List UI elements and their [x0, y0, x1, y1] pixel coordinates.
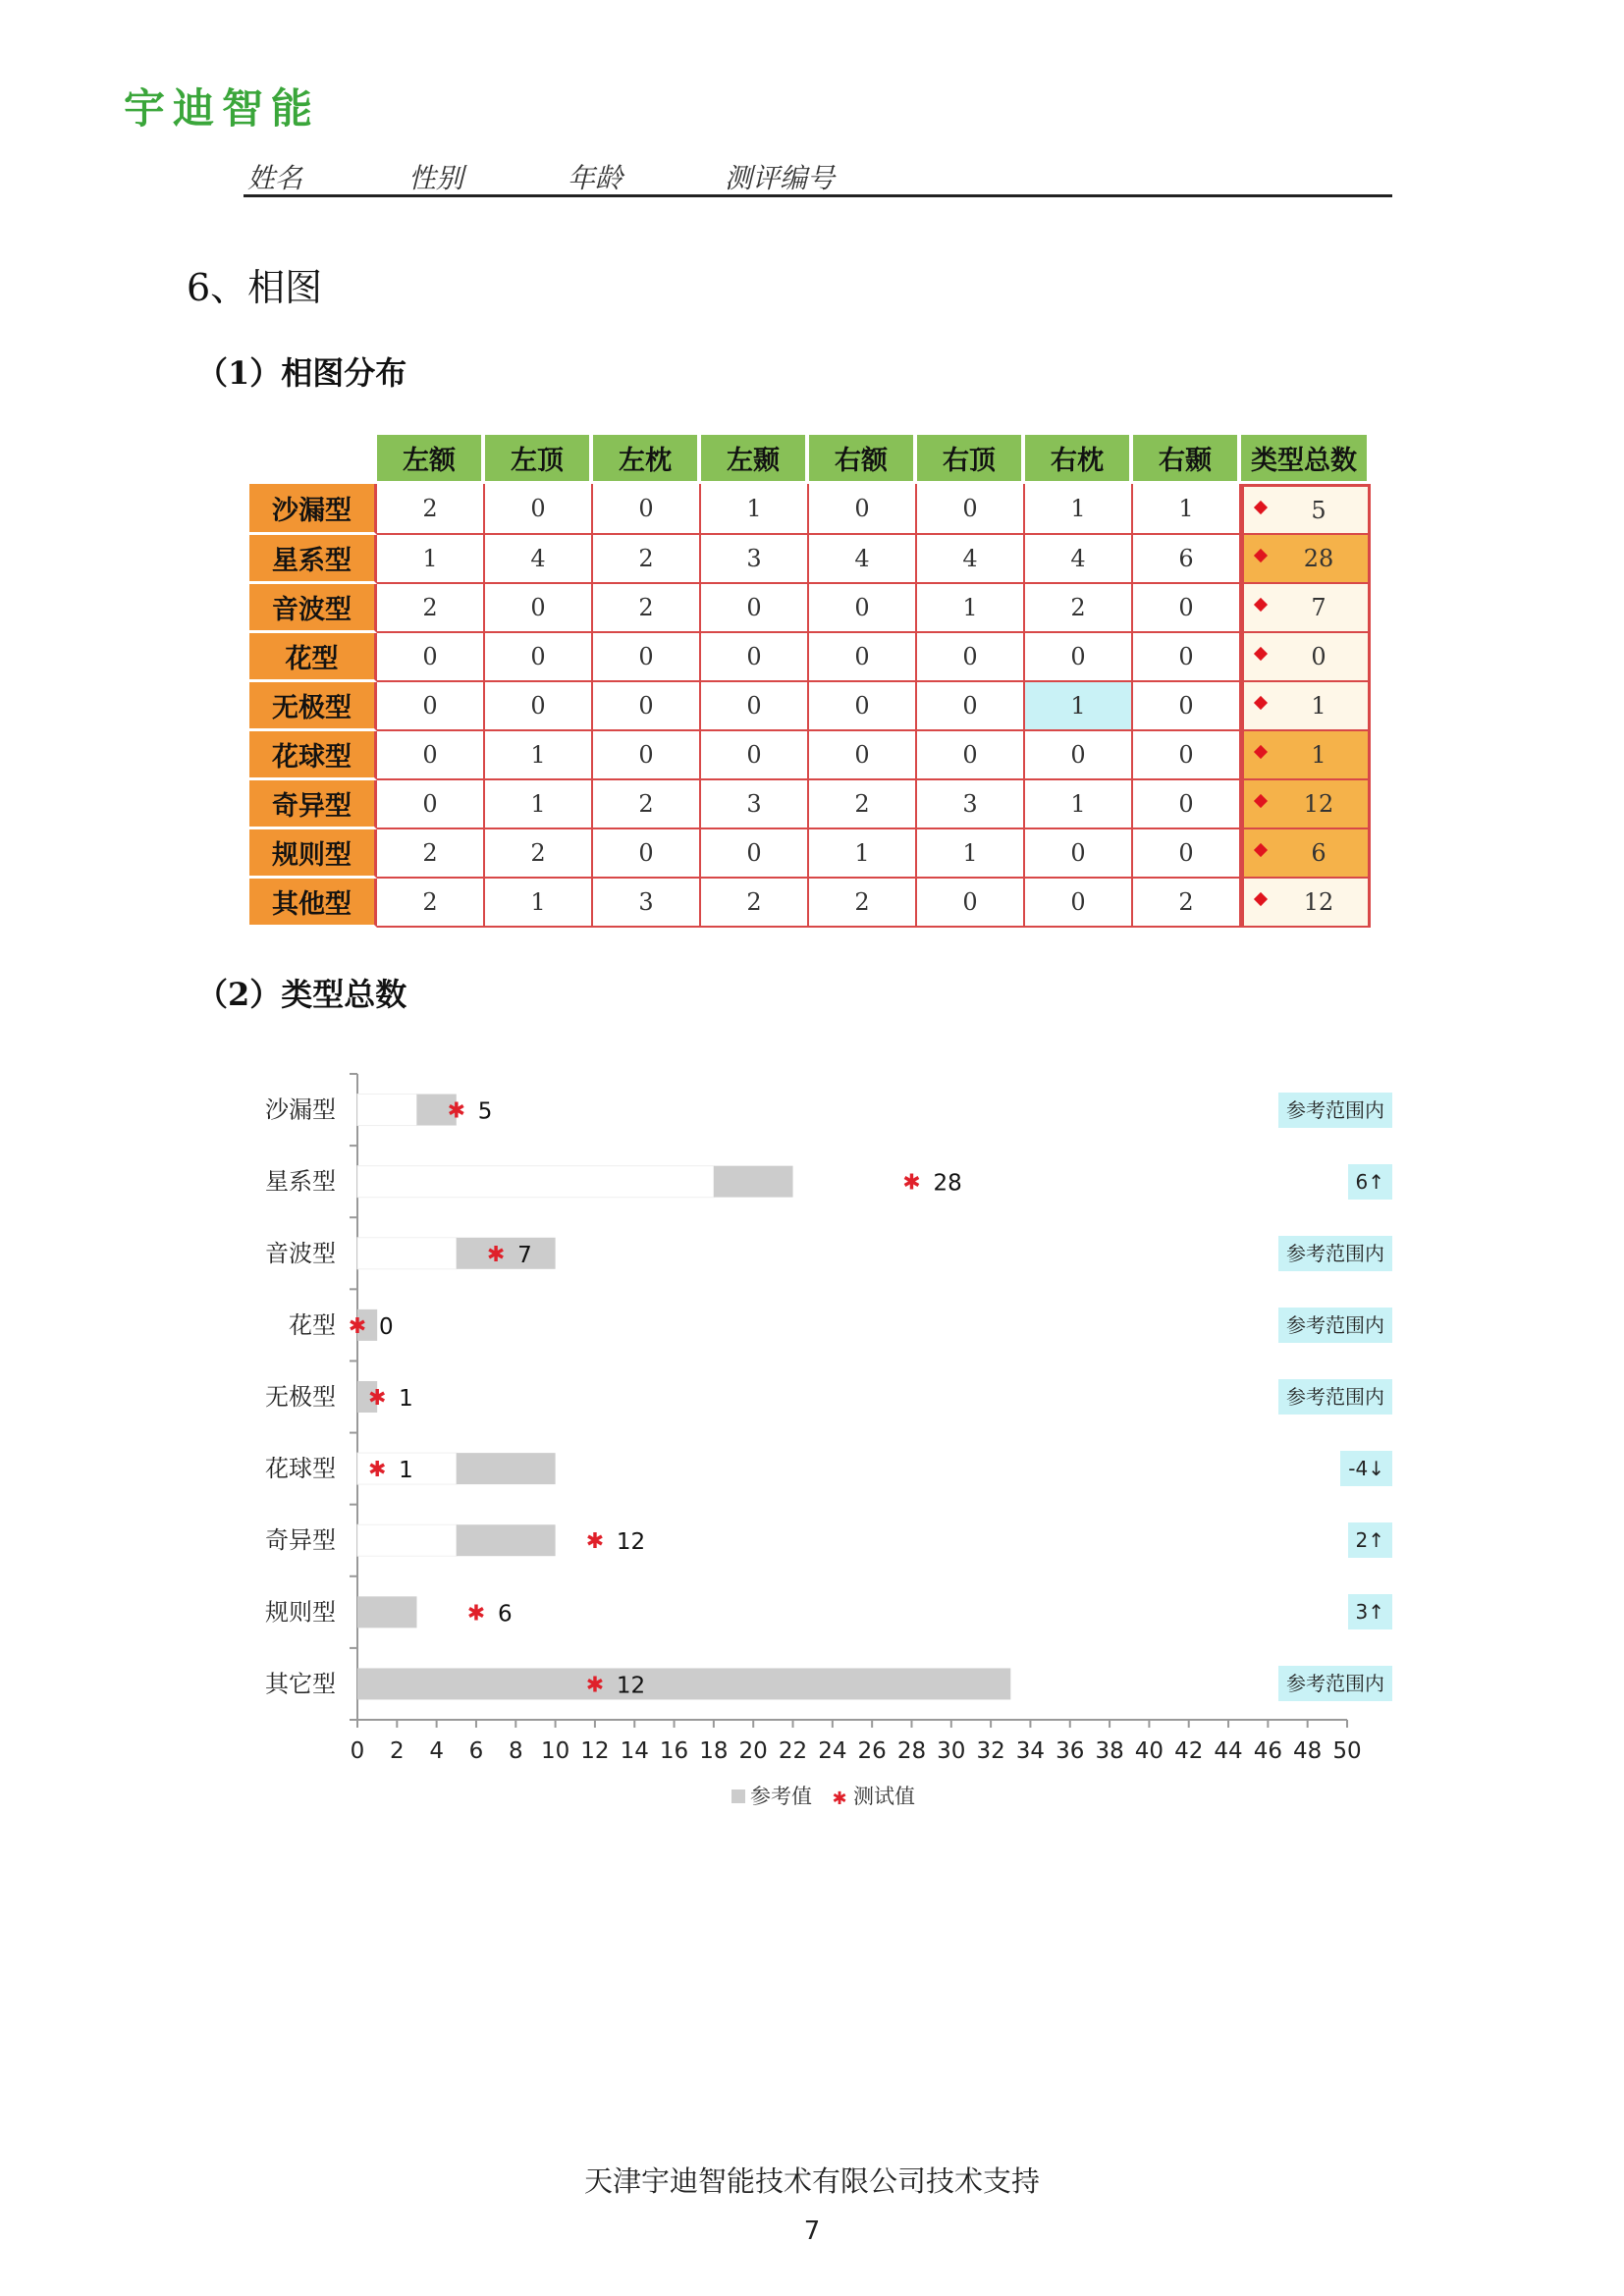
table-cell: 0 [701, 584, 809, 633]
x-tick-label: 50 [1332, 1738, 1362, 1764]
column-header: 左枕 [593, 435, 701, 484]
table-cell: 0 [917, 879, 1025, 928]
table-cell: 4 [809, 535, 917, 584]
status-badge: 参考范围内 [1278, 1093, 1392, 1128]
column-header: 左额 [377, 435, 485, 484]
data-label: 0 [379, 1313, 394, 1340]
table-cell: 0 [1133, 731, 1241, 780]
table-cell: 1 [485, 731, 593, 780]
x-tick-label: 8 [508, 1738, 523, 1764]
table-cell: 2 [809, 879, 917, 928]
test-marker-icon: ✱ [486, 1242, 506, 1267]
category-label: 星系型 [265, 1167, 336, 1196]
table-cell: 0 [485, 682, 593, 731]
status-badge: 3↑ [1348, 1594, 1392, 1629]
x-tick-label: 18 [699, 1738, 729, 1764]
test-marker-icon: ✱ [585, 1673, 605, 1698]
status-badge: -4↓ [1340, 1451, 1392, 1486]
category-label: 音波型 [265, 1239, 336, 1267]
table-cell: 1 [1133, 484, 1241, 535]
table-cell: 0 [1133, 584, 1241, 633]
x-tick-label: 22 [778, 1738, 808, 1764]
data-label: 1 [399, 1386, 413, 1412]
table-cell: 3 [701, 780, 809, 829]
subsection-title-distribution: （1）相图分布 [196, 354, 407, 392]
test-marker-icon: ✱ [367, 1458, 387, 1483]
status-badge: 参考范围内 [1278, 1666, 1392, 1701]
table-cell: 0 [1133, 633, 1241, 682]
column-header: 右顶 [917, 435, 1025, 484]
test-marker-icon: ✱ [585, 1529, 605, 1555]
assessment-id-field-label: 测评编号 [725, 162, 836, 194]
data-label: 12 [616, 1529, 646, 1556]
table-cell: 0 [377, 682, 485, 731]
table-cell: 0 [917, 731, 1025, 780]
legend-test-marker-icon: ✱ [832, 1789, 847, 1809]
table-cell: 1 [917, 584, 1025, 633]
x-tick-label: 2 [389, 1738, 405, 1764]
type-total-value: 1 [1311, 741, 1326, 769]
legend-test-label: 测试值 [853, 1785, 915, 1808]
table-cell: 2 [593, 780, 701, 829]
row-header: 星系型 [249, 535, 377, 584]
table-cell: 2 [593, 584, 701, 633]
data-label: 12 [616, 1673, 646, 1699]
type-total-value: 12 [1303, 888, 1334, 916]
x-tick-label: 30 [937, 1738, 966, 1764]
type-total-value: 28 [1303, 545, 1334, 572]
table-cell: 0 [1025, 731, 1133, 780]
age-field-label: 年龄 [568, 162, 623, 194]
table-cell: 4 [1025, 535, 1133, 584]
category-label: 花球型 [265, 1455, 336, 1483]
category-label: 奇异型 [265, 1526, 336, 1555]
reference-bar [714, 1166, 793, 1198]
column-header: 左颞 [701, 435, 809, 484]
x-tick-label: 38 [1095, 1738, 1124, 1764]
category-label: 规则型 [265, 1598, 336, 1627]
status-badge: 参考范围内 [1278, 1308, 1392, 1343]
category-label: 沙漏型 [265, 1095, 336, 1124]
type-total-value: 7 [1311, 594, 1326, 621]
table-cell: 0 [1025, 829, 1133, 879]
table-cell: 0 [1133, 682, 1241, 731]
test-marker-icon: ✱ [367, 1386, 387, 1411]
data-label: 1 [399, 1458, 413, 1484]
table-cell: 1 [917, 829, 1025, 879]
reference-bar [357, 1668, 1010, 1699]
x-tick-label: 16 [659, 1738, 689, 1764]
data-label: 28 [933, 1170, 962, 1197]
table-cell: 2 [1025, 584, 1133, 633]
x-tick-label: 26 [857, 1738, 887, 1764]
footer-company: 天津宇迪智能技术有限公司技术支持 [583, 2164, 1040, 2198]
x-tick-label: 12 [580, 1738, 610, 1764]
table-cell: 0 [485, 633, 593, 682]
x-tick-label: 28 [896, 1738, 927, 1764]
table-cell: 1 [809, 829, 917, 879]
table-cell: 0 [593, 731, 701, 780]
section-title: 6、相图 [187, 266, 323, 309]
x-tick-label: 40 [1134, 1738, 1164, 1764]
test-marker-icon: ✱ [447, 1098, 466, 1124]
gender-field-label: 性别 [408, 162, 464, 194]
reference-bar [457, 1453, 556, 1484]
reference-track [357, 1238, 457, 1269]
table-cell: 0 [377, 780, 485, 829]
legend-reference-swatch [731, 1789, 745, 1803]
table-cell: 0 [809, 731, 917, 780]
type-total-value: 12 [1303, 790, 1334, 818]
table-cell: 0 [809, 682, 917, 731]
name-field-label: 姓名 [247, 162, 303, 194]
x-tick-label: 32 [976, 1738, 1005, 1764]
table-cell: 1 [485, 780, 593, 829]
status-badge: 参考范围内 [1278, 1236, 1392, 1271]
table-cell: 4 [917, 535, 1025, 584]
table-cell: 3 [701, 535, 809, 584]
type-total-value: 1 [1311, 692, 1326, 720]
table-cell: 2 [809, 780, 917, 829]
table-cell: 2 [377, 879, 485, 928]
status-badge: 参考范围内 [1278, 1379, 1392, 1415]
row-header: 奇异型 [249, 780, 377, 829]
x-tick-label: 34 [1015, 1738, 1046, 1764]
x-tick-label: 46 [1253, 1738, 1283, 1764]
column-header: 右颞 [1133, 435, 1241, 484]
table-cell: 1 [1025, 484, 1133, 535]
table-cell: 0 [701, 731, 809, 780]
table-cell: 1 [1025, 780, 1133, 829]
category-label: 无极型 [265, 1383, 336, 1411]
row-header: 音波型 [249, 584, 377, 633]
x-tick-label: 0 [350, 1738, 365, 1764]
table-cell: 0 [377, 633, 485, 682]
row-header: 花型 [249, 633, 377, 682]
test-marker-icon: ✱ [348, 1313, 367, 1339]
type-total-value: 6 [1311, 839, 1326, 867]
reference-track [357, 1524, 457, 1556]
table-cell: 0 [701, 829, 809, 879]
x-tick-label: 44 [1214, 1738, 1243, 1764]
reference-bar [457, 1238, 556, 1269]
row-header: 花球型 [249, 731, 377, 780]
table-cell: 4 [485, 535, 593, 584]
table-cell: 0 [809, 633, 917, 682]
table-cell: 2 [593, 535, 701, 584]
table-cell: 0 [593, 633, 701, 682]
table-cell: 3 [593, 879, 701, 928]
x-tick-label: 42 [1174, 1738, 1204, 1764]
test-marker-icon: ✱ [902, 1170, 921, 1196]
table-cell: 2 [377, 484, 485, 535]
table-cell: 0 [917, 484, 1025, 535]
company-logo: 宇迪智能 [124, 84, 321, 133]
table-cell: 1 [1025, 682, 1133, 731]
reference-track [357, 1095, 416, 1126]
table-cell: 0 [1133, 829, 1241, 879]
table-cell: 0 [809, 484, 917, 535]
column-header: 左顶 [485, 435, 593, 484]
row-header: 无极型 [249, 682, 377, 731]
subsection-title-type-totals: （2）类型总数 [196, 976, 407, 1013]
table-cell: 0 [377, 731, 485, 780]
reference-bar [357, 1596, 416, 1628]
data-label: 5 [477, 1098, 493, 1125]
table-cell: 2 [485, 829, 593, 879]
table-cell: 3 [917, 780, 1025, 829]
table-cell: 0 [917, 682, 1025, 731]
x-tick-label: 4 [429, 1738, 444, 1764]
table-cell: 0 [701, 682, 809, 731]
data-label: 7 [517, 1242, 532, 1268]
x-tick-label: 10 [540, 1738, 570, 1764]
reference-bar [457, 1524, 556, 1556]
legend-reference-label: 参考值 [750, 1785, 812, 1808]
table-cell: 0 [1025, 879, 1133, 928]
table-cell: 0 [701, 633, 809, 682]
status-badge: 2↑ [1348, 1522, 1392, 1558]
table-cell: 1 [485, 879, 593, 928]
column-header: 右额 [809, 435, 917, 484]
page-number: 7 [803, 2216, 821, 2246]
category-label: 其它型 [265, 1670, 336, 1698]
data-label: 6 [497, 1601, 513, 1628]
status-badge: 6↑ [1348, 1164, 1392, 1200]
table-cell: 0 [593, 682, 701, 731]
table-cell: 2 [701, 879, 809, 928]
reference-track [357, 1166, 714, 1198]
table-cell: 0 [593, 829, 701, 879]
table-cell: 6 [1133, 535, 1241, 584]
table-cell: 1 [377, 535, 485, 584]
column-header: 右枕 [1025, 435, 1133, 484]
category-label: 花型 [289, 1310, 336, 1339]
row-header: 其他型 [249, 879, 377, 928]
table-cell: 2 [377, 829, 485, 879]
test-marker-icon: ✱ [466, 1601, 486, 1627]
table-cell: 2 [377, 584, 485, 633]
row-header: 沙漏型 [249, 484, 377, 535]
table-cell: 0 [485, 584, 593, 633]
type-total-value: 5 [1311, 496, 1326, 524]
x-tick-label: 36 [1056, 1738, 1085, 1764]
table-cell: 0 [593, 484, 701, 535]
x-tick-label: 48 [1293, 1738, 1323, 1764]
x-tick-label: 20 [738, 1738, 768, 1764]
x-tick-label: 6 [468, 1738, 484, 1764]
table-cell: 0 [809, 584, 917, 633]
table-cell: 0 [917, 633, 1025, 682]
row-header: 规则型 [249, 829, 377, 879]
x-tick-label: 24 [818, 1738, 847, 1764]
table-cell: 0 [485, 484, 593, 535]
table-cell: 2 [1133, 879, 1241, 928]
type-total-value: 0 [1311, 643, 1326, 670]
table-cell: 0 [1025, 633, 1133, 682]
column-header: 类型总数 [1241, 435, 1371, 484]
x-tick-label: 14 [620, 1738, 649, 1764]
table-cell: 0 [1133, 780, 1241, 829]
table-cell: 1 [701, 484, 809, 535]
